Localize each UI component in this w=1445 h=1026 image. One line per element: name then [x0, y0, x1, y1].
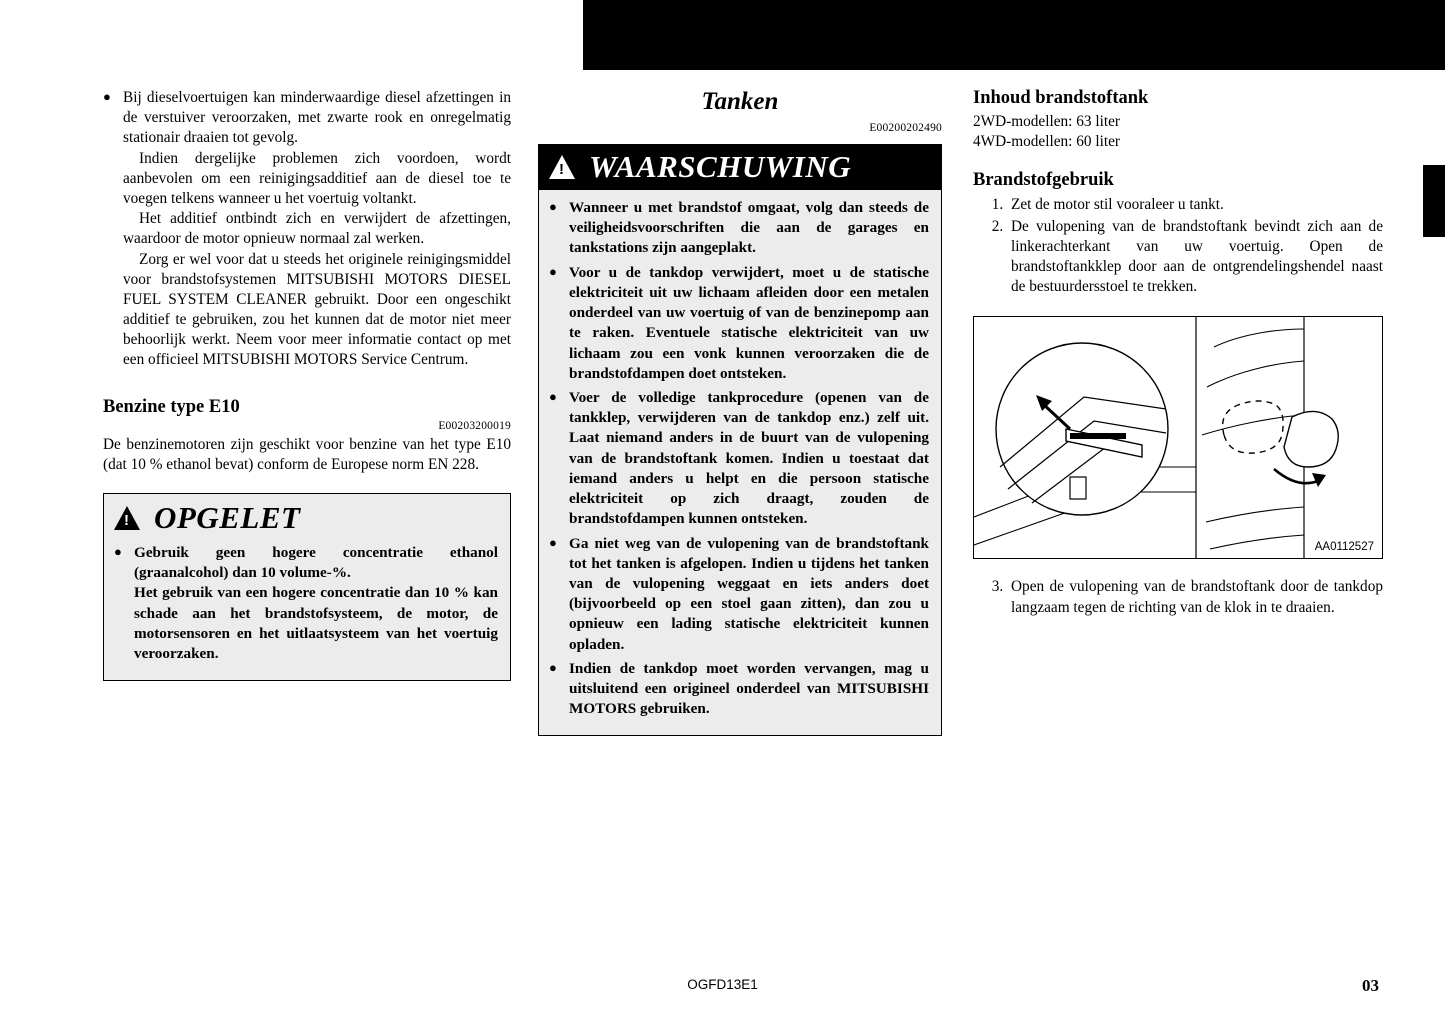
middle-column [538, 88, 942, 736]
list-item [549, 388, 929, 530]
warning-bullet-4: Ga niet weg van de vulopening van de brandstoftank tot het tanken is afgelopen. Indien u tijdens het tanken van de vulopening weggaat en iets anders doet (bijvoorbeeld op een stoel gaan zitten), dan zou u opnieuw een lading statische elektriciteit kunnen opladen. [569, 534, 929, 653]
list-item [114, 543, 498, 664]
page-number: 03 [1362, 976, 1379, 995]
warning-bullet-3: Voer de volledige tankprocedure (openen van de tankklep, verwijderen van de tankdop enz.) zelf uit. Laat niemand anders in de buurt van de vulopening van de brandstoftank komen. Indien u toestaat dat iemand anders u helpt en die persoon statische elektriciteit op zich draagt, zouden de brandstofdampen kunnen ontsteken. [569, 388, 929, 528]
heading-tank-capacity: Inhoud brandstoftank [973, 88, 1149, 108]
warning-bullet-5: Indien de tankdop moet worden vervangen, mag u uitsluitend een origineel onderdeel van MITSUBISHI MOTORS gebruiken. [569, 659, 929, 718]
list-item [549, 263, 929, 384]
warning-bullet-2: Voor u de tankdop verwijdert, moet u de statische elektriciteit uit uw lichaam afleiden door een metalen onderdeel van uw voertuig of van de benzinepomp aan te raken. Eventuele statische elektriciteit van uw lichaam zou een vonk kunnen veroorzaken die de brandstofdampen doet ontsteken. [569, 263, 929, 382]
code-tanken: E00200202490 [869, 122, 942, 134]
para-benzine-e10: De benzinemotoren zijn geschikt voor benzine van het type E10 (dat 10 % ethanol bevat) conform de Europese norm EN 228. [103, 435, 511, 473]
list-item [103, 88, 511, 371]
caution-bullet1-cont: Het gebruik van een hogere concentratie dan 10 % kan schade aan het brandstofsysteem, de motor, de motorsensoren en het uitlaatsysteem van het voertuig veroorzaken. [134, 584, 498, 663]
caution-bullet1: Gebruik geen hogere concentratie ethanol (graanalcohol) dan 10 volume-%. [134, 544, 498, 582]
fuel-filler-illustration [973, 316, 1383, 559]
warning-triangle-icon [549, 155, 575, 179]
warning-bullet-1: Wanneer u met brandstof omgaat, volg dan steeds de veiligheidsvoorschriften die aan de garages en tankstations zijn aangeplakt. [569, 199, 929, 257]
list-item [549, 198, 929, 259]
code-benzine-e10: E00203200019 [438, 419, 511, 432]
vehicle-diagram-svg [974, 317, 1382, 558]
list-item: 3. Open de vulopening van de brandstoftank door de tankdop langzaam tegen de richting van de klok in te draaien. [1007, 577, 1383, 617]
bullet-icon: ● [103, 89, 111, 104]
heading-benzine-e10: Benzine type E10 [103, 396, 240, 417]
list-item [549, 659, 929, 720]
page-title: Algemene informatie [1231, 50, 1379, 69]
caution-box [103, 493, 511, 681]
warning-triangle-icon [114, 506, 140, 530]
caution-body [104, 535, 510, 680]
bullet-icon: ● [549, 263, 557, 279]
document-code: OGFD13E1 [687, 977, 758, 992]
heading-fuel-usage: Brandstofgebruik [973, 170, 1114, 191]
left-para2-text: Het additief ontbindt zich en verwijdert de afzettingen, waardoor de motor opnieuw normaal zal werken. [123, 210, 511, 248]
list-item: 2. De vulopening van de brandstoftank bevindt zich aan de linkerachterkant van uw voertuig. Open de brandstoftankklep door aan de ontgrendelingshendel naast de bestuurdersstoel te trekken. [1007, 217, 1383, 298]
list-item [549, 534, 929, 655]
bullet-icon: ● [114, 544, 122, 559]
right-column [973, 88, 1383, 619]
left-para1-text: Indien dergelijke problemen zich voordoen, wordt aanbevolen om een reinigingsadditief aan de diesel toe te voegen telkens wanneer u het voertuig voltankt. [123, 149, 511, 207]
left-para3-text: Zorg er wel voor dat u steeds het originele reinigingsmiddel voor brandstofsystemen MITSUBISHI MOTORS DIESEL FUEL SYSTEM CLEANER gebruikt. Door een ongeschikt additief te gebruiken, zou het kunnen dat de motor niet meer behoorlijk werkt. Neem voor meer informatie contact op met een officieel MITSUBISHI MOTORS Service Centrum. [123, 250, 511, 369]
fuel-usage-steps [973, 195, 1383, 297]
warning-box [538, 144, 942, 736]
caution-title: OPGELET [154, 500, 301, 535]
left-column [103, 88, 511, 681]
capacity-2wd: 2WD-modellen: 63 liter [973, 113, 1120, 130]
capacity-4wd: 4WD-modellen: 60 liter [973, 133, 1120, 151]
left-bullet1-text: Bij dieselvoertuigen kan minderwaardige diesel afzettingen in de verstuiver veroorzaken, met zwarte rook en onregelmatig stationair draaien tot gevolg. [123, 89, 511, 147]
heading-tanken: Tanken [701, 88, 779, 115]
warning-title: WAARSCHUWING [589, 149, 852, 184]
page-edge-tab [1423, 165, 1445, 237]
fuel-usage-steps-cont [973, 577, 1383, 617]
illustration-code: AA0112527 [1314, 541, 1374, 554]
list-item: 1. Zet de motor stil vooraleer u tankt. [1007, 195, 1383, 215]
caution-header [104, 494, 510, 535]
bullet-icon: ● [549, 388, 557, 404]
warning-header [539, 145, 941, 190]
bullet-icon: ● [549, 199, 557, 214]
bullet-icon: ● [549, 659, 557, 675]
warning-body [539, 190, 941, 735]
bullet-icon: ● [549, 534, 557, 550]
